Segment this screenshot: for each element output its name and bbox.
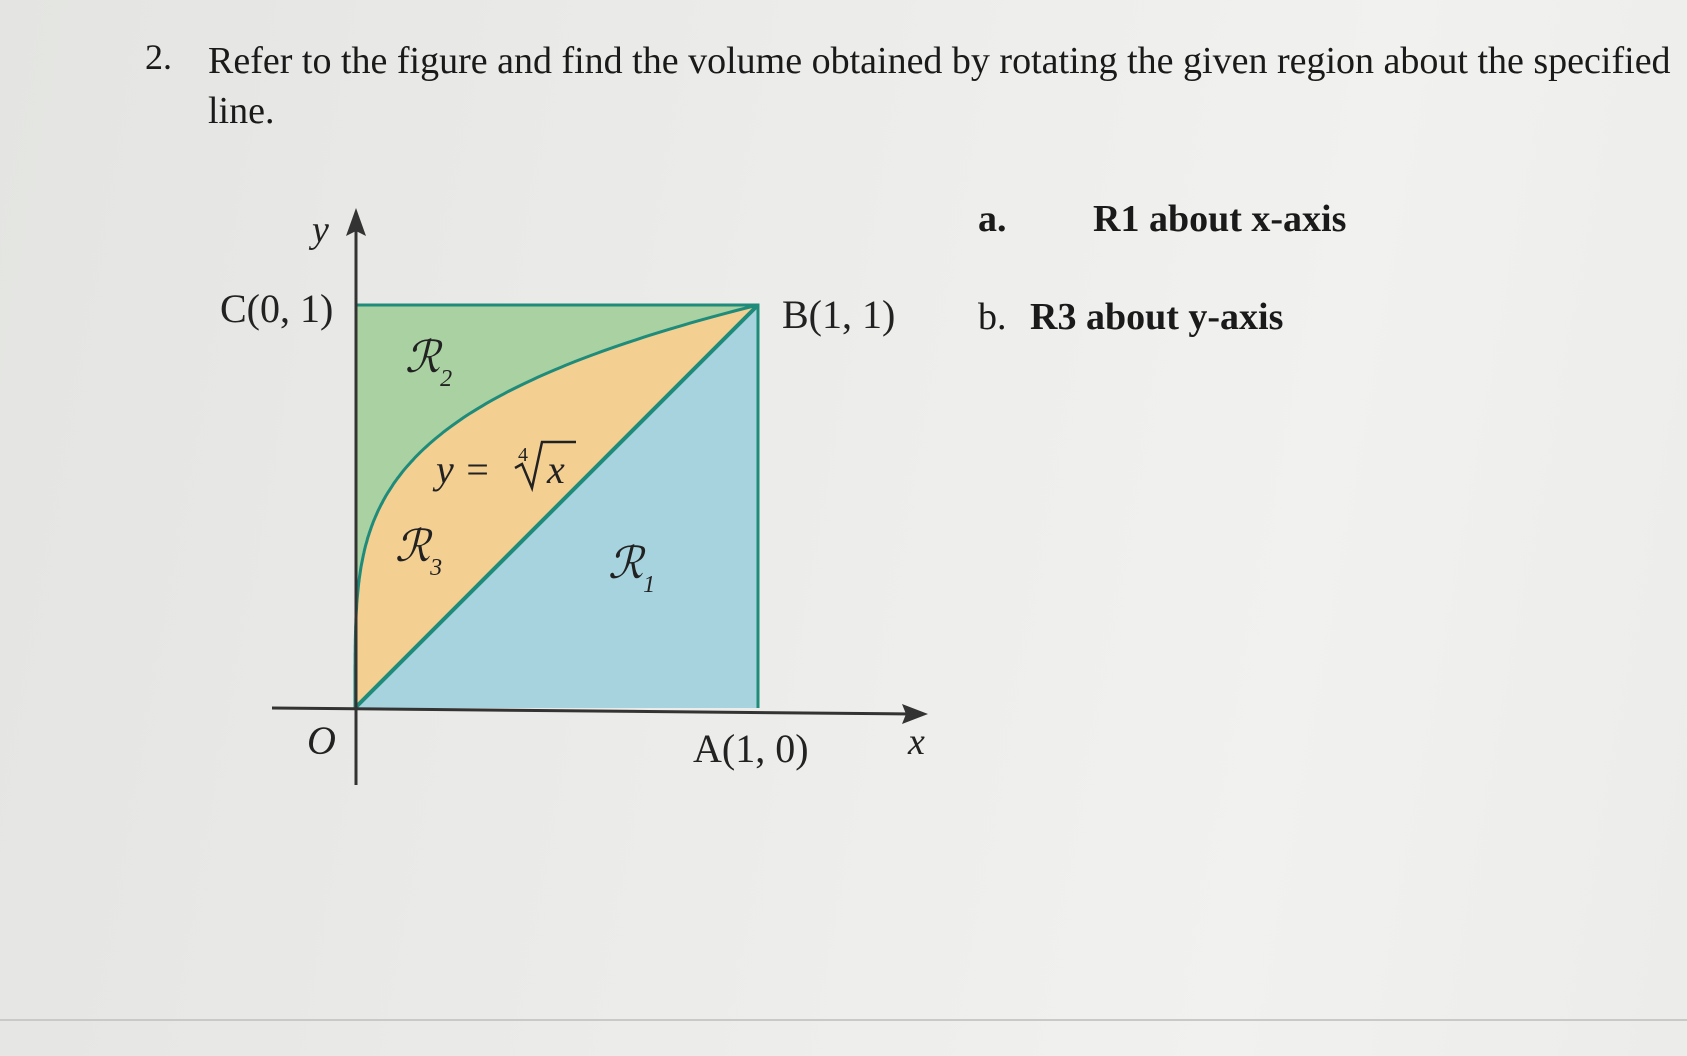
- problem-statement: Refer to the figure and find the volume obtained by rotating the given region about the specified line.: [208, 40, 1671, 132]
- curve-label-lhs: y =: [436, 447, 491, 492]
- part-a-text: R1 about x-axis: [1093, 198, 1347, 240]
- problem-number: 2.: [145, 37, 172, 77]
- region-r3-letter: ℛ: [395, 522, 431, 571]
- point-a-label: A(1, 0): [693, 726, 809, 771]
- point-c-label: C(0, 1): [220, 286, 334, 331]
- region-r3-subscript: 3: [430, 555, 443, 581]
- y-axis-label: y: [312, 209, 329, 251]
- region-r2-subscript: 2: [440, 366, 453, 392]
- part-b-letter: b.: [978, 296, 1007, 338]
- part-b-text: R3 about y-axis: [1030, 296, 1284, 338]
- part-a-letter: a.: [978, 198, 1007, 240]
- curve-label-index: 4: [518, 444, 528, 466]
- x-axis: [272, 708, 912, 714]
- region-r1-subscript: 1: [643, 572, 656, 598]
- origin-label: O: [307, 718, 336, 763]
- x-axis-label: x: [908, 721, 925, 763]
- point-b-label: B(1, 1): [782, 292, 896, 337]
- region-r2-letter: ℛ: [405, 333, 441, 382]
- bottom-rule: [0, 1019, 1687, 1021]
- region-r1-letter: ℛ: [608, 539, 644, 588]
- curve-label-radicand: x: [547, 447, 565, 492]
